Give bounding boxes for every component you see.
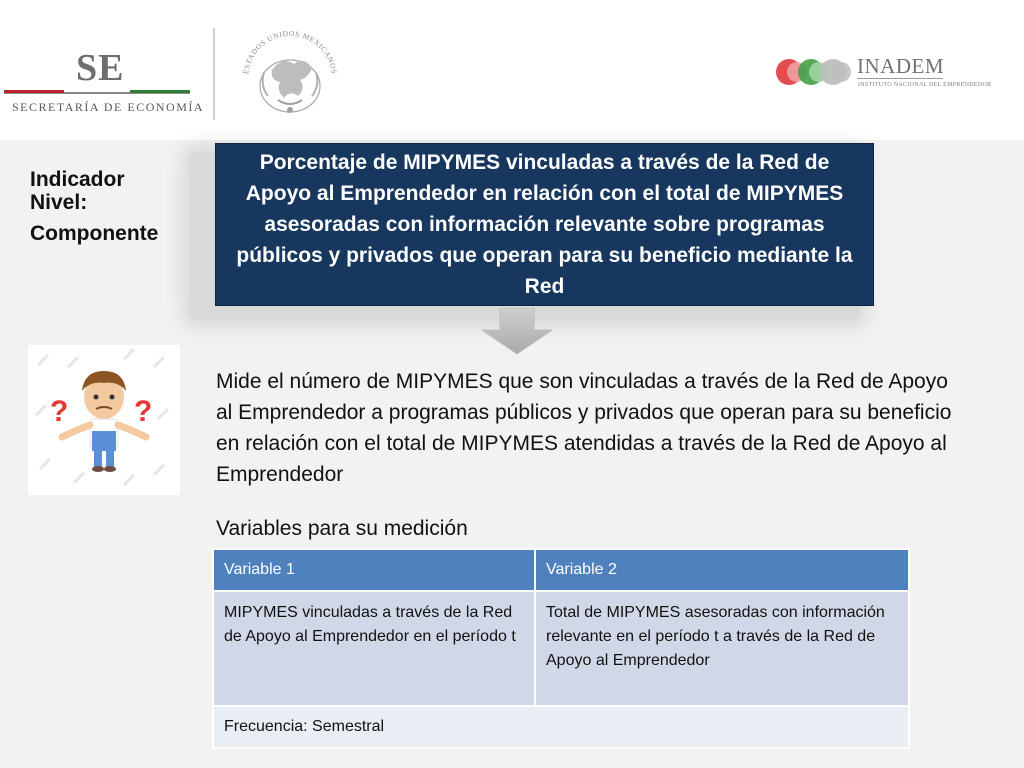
- se-logo-green-accent: [130, 90, 190, 93]
- confused-person-icon: [28, 345, 180, 495]
- column-header-variable-2: Variable 2: [535, 549, 909, 591]
- indicator-title: Porcentaje de MIPYMES vinculadas a través de la Red de Apoyo al Emprendedor en relación con el total de MIPYMES asesoradas con información relevante sobre programas públicos y privados que operan para su beneficio mediante la Red: [236, 151, 853, 298]
- table-header-row: [213, 549, 909, 591]
- header-bar: [0, 0, 1024, 140]
- inadem-logo: [775, 54, 1005, 94]
- table-row: [213, 591, 909, 706]
- variable-1-description: MIPYMES vinculadas a través de la Red de Apoyo al Emprendedor en el período t: [213, 591, 535, 706]
- level-value: Componente: [30, 222, 159, 245]
- variable-2-description: Total de MIPYMES asesoradas con información relevante en el período t a través de la Red de Apoyo al Emprendedor: [535, 591, 909, 706]
- inadem-name: INADEM: [857, 54, 944, 78]
- table-row-frequency: [213, 706, 909, 748]
- se-logo: [0, 40, 205, 120]
- indicator-level-label: [30, 168, 125, 214]
- variables-table: [212, 548, 910, 749]
- se-logo-abbr: SE: [76, 47, 125, 89]
- down-arrow-icon: [482, 308, 552, 354]
- column-header-variable-1: Variable 1: [213, 549, 535, 591]
- se-logo-red-accent: [4, 90, 64, 93]
- header-divider: [213, 28, 215, 120]
- indicator-description: Mide el número de MIPYMES que son vinculadas a través de la Red de Apoyo al Emprendedor a programas públicos y privados que operan para su beneficio en relación con el total de MIPYMES atendidas a través de la Red de Apoyo al Emprendedor: [216, 370, 952, 486]
- se-logo-name: SECRETARÍA DE ECONOMÍA: [12, 100, 205, 114]
- inadem-rule: [857, 78, 943, 79]
- indicator-title-box: [215, 143, 874, 306]
- level-label: Nivel:: [30, 191, 88, 214]
- illustration-panel: [28, 345, 180, 495]
- svg-text:?: ?: [134, 395, 153, 428]
- frequency-cell: Frecuencia: Semestral: [213, 706, 909, 748]
- indicator-label: Indicador: [30, 168, 125, 191]
- inadem-circles-icon: [775, 56, 855, 90]
- inadem-circle: [831, 62, 851, 82]
- variables-heading: Variables para su medición: [216, 517, 468, 540]
- seal-text: ESTADOS UNIDOS MEXICANOS: [241, 28, 339, 75]
- svg-text:?: ?: [50, 395, 69, 428]
- mexican-coat-of-arms-icon: [238, 26, 342, 126]
- inadem-subtitle: INSTITUTO NACIONAL DEL EMPRENDEDOR: [858, 82, 992, 88]
